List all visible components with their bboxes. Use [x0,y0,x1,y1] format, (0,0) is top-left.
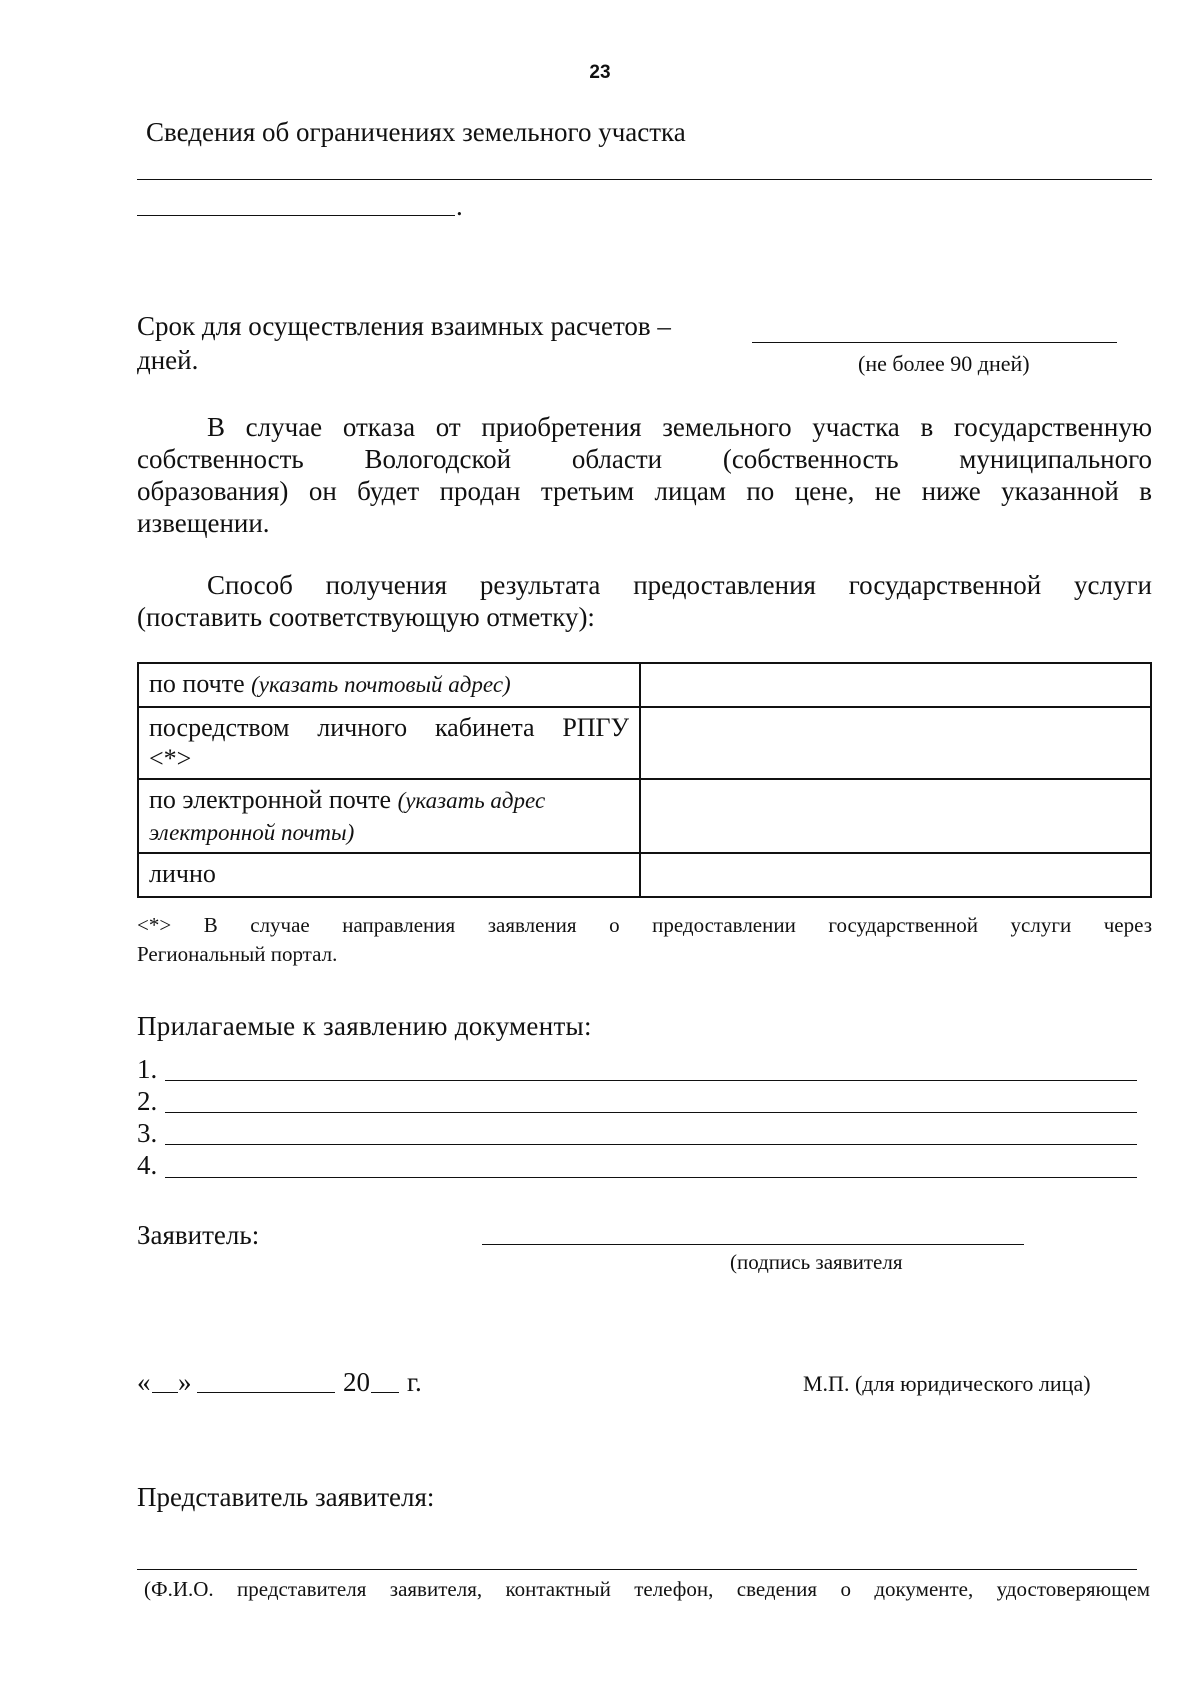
method-row-cabinet [138,707,1151,779]
result-method-table [137,662,1152,898]
method-email-mark[interactable] [640,779,1151,853]
method-email-label: по электронной почте (указать адрес электронной почты) [138,779,640,853]
method-cabinet-label: посредством личного кабинета РПГУ <*> [138,707,640,779]
document-item-1-number: 1. [137,1054,158,1084]
method-mail-label: по почте (указать почтовый адрес) [138,663,640,707]
method-row-mail [138,663,1151,707]
settlement-note: (не более 90 дней) [858,351,1030,376]
representative-note: (Ф.И.О. представителя заявителя, контактный телефон, сведения о документе, удостоверяющем [144,1577,1150,1601]
applicant-label: Заявитель: [137,1220,260,1250]
restrictions-line-2[interactable] [137,215,455,216]
date-year-suffix: г. [407,1367,422,1397]
document-item-2-number: 2. [137,1086,158,1116]
documents-label: Прилагаемые к заявлению документы: [137,1011,592,1041]
refusal-line-1: В случае отказа от приобретения земельного участка в государственную [207,412,1152,442]
method-mail-mark[interactable] [640,663,1151,707]
settlement-days-label: дней. [137,345,199,375]
date-month-field[interactable] [197,1392,335,1393]
document-item-2-field[interactable] [165,1112,1137,1113]
method-line-2: (поставить соответствующую отметку): [137,602,595,632]
footnote [137,911,1152,969]
refusal-line-3: образования) он будет продан третьим лицам по цене, не ниже указанной в [137,476,1152,506]
document-item-3-number: 3. [137,1118,158,1148]
settlement-label: Срок для осуществления взаимных расчетов – [137,311,671,341]
method-cabinet-mark[interactable] [640,707,1151,779]
page-number: 23 [589,62,611,83]
footnote-line-2: Региональный портал. [137,942,338,966]
document-item-3-field[interactable] [165,1144,1137,1145]
document-item-4-number: 4. [137,1150,158,1180]
restrictions-line-1[interactable] [137,179,1152,180]
date-close-quote: » [178,1367,192,1397]
refusal-line-2: собственность Вологодской области (собственность муниципального [137,444,1152,474]
applicant-signature-field[interactable] [482,1244,1024,1245]
representative-label: Представитель заявителя: [137,1482,435,1512]
method-person-mark[interactable] [640,853,1151,897]
document-item-1-field[interactable] [165,1080,1137,1081]
method-paragraph [137,569,1152,633]
stamp-note: М.П. (для юридического лица) [803,1371,1091,1396]
applicant-signature-note: (подпись заявителя [730,1250,903,1274]
refusal-paragraph [137,411,1152,539]
date-open-quote: « [137,1367,151,1397]
method-person-label: лично [138,853,640,897]
method-row-person [138,853,1151,897]
method-row-email [138,779,1151,853]
method-line-1: Способ получения результата предоставления государственной услуги [207,570,1152,600]
settlement-days-field[interactable] [752,342,1117,343]
restrictions-end-mark: . [456,191,463,221]
representative-field[interactable] [137,1569,1137,1570]
footnote-line-1: <*> В случае направления заявления о предоставлении государственной услуги через [137,913,1152,937]
date-year-field[interactable] [371,1392,399,1393]
date-century: 20 [343,1367,370,1397]
document-item-4-field[interactable] [165,1177,1137,1178]
refusal-line-4: извещении. [137,508,270,538]
restrictions-label: Сведения об ограничениях земельного участка [146,117,686,147]
date-day-field[interactable] [152,1392,178,1393]
